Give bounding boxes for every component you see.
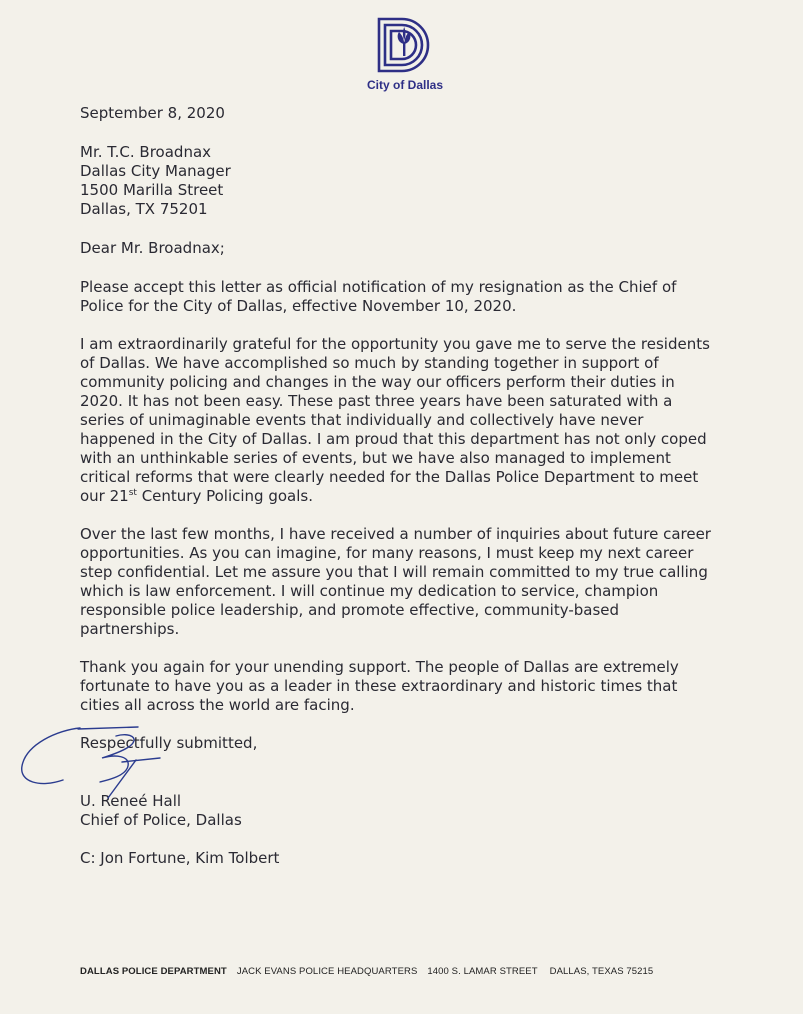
- signer-title: Chief of Police, Dallas: [80, 811, 242, 829]
- closing-line: Respectfully submitted,: [80, 734, 258, 752]
- signer-name: U. Reneé Hall: [80, 792, 182, 810]
- letter-body: [80, 104, 720, 868]
- signature-block: [80, 734, 720, 792]
- salutation: Dear Mr. Broadnax;: [80, 239, 225, 257]
- paragraph-resignation: Please accept this letter as official notification of my resignation as the Chief of Police for the City of Dallas, effective November 10, 2020.: [80, 278, 677, 315]
- recipient-street: 1500 Marilla Street: [80, 181, 224, 199]
- footer-department: DALLAS POLICE DEPARTMENT: [80, 966, 227, 977]
- letterhead: [355, 14, 455, 92]
- recipient-name: Mr. T.C. Broadnax: [80, 143, 212, 161]
- ordinal-superscript: st: [128, 488, 137, 498]
- footer-headquarters: JACK EVANS POLICE HEADQUARTERS: [236, 966, 418, 977]
- recipient-city: Dallas, TX 75201: [80, 200, 208, 218]
- footer-city: DALLAS, TEXAS 75215: [549, 966, 654, 977]
- city-name-label: City of Dallas: [366, 78, 444, 92]
- footer-street: 1400 S. LAMAR STREET: [427, 966, 538, 977]
- letter-footer: [80, 966, 720, 977]
- city-of-dallas-logo-icon: [376, 14, 434, 76]
- paragraph-future: Over the last few months, I have received a number of inquiries about future career opportunities. As you can imagine, for many reasons, I must keep my next career step confidential. Let me assure you that I will remain committed to my true calling which is law enforcement. I will continue my dedication to service, champion responsible police leadership, and promote effective, community-based partnerships.: [80, 525, 711, 638]
- paragraph-gratitude-text: I am extraordinarily grateful for the opportunity you gave me to serve the residents of Dallas. We have accomplished so much by standing together in support of community policing and changes in the way our officers perform their duties in 2020. It has not been easy. These past three years have been saturated with a series of unimaginable events that individually and collectively have never happened in the City of Dallas. I am proud that this department has not only coped with an unthinkable series of events, but we have also managed to implement critical reforms that were clearly needed for the Dallas Police Department to meet our 21: [80, 335, 710, 505]
- paragraph-thanks: Thank you again for your unending support. The people of Dallas are extremely fortunate to have you as a leader in these extraordinary and historic times that cities all across the world are facing.: [80, 658, 679, 714]
- recipient-title: Dallas City Manager: [80, 162, 231, 180]
- handwritten-signature-icon: [18, 722, 178, 817]
- letter-date: September 8, 2020: [80, 104, 225, 122]
- carbon-copy-line: C: Jon Fortune, Kim Tolbert: [80, 849, 280, 867]
- paragraph-gratitude: [80, 335, 720, 506]
- recipient-address: [80, 143, 720, 219]
- paragraph-gratitude-end: Century Policing goals.: [136, 487, 313, 505]
